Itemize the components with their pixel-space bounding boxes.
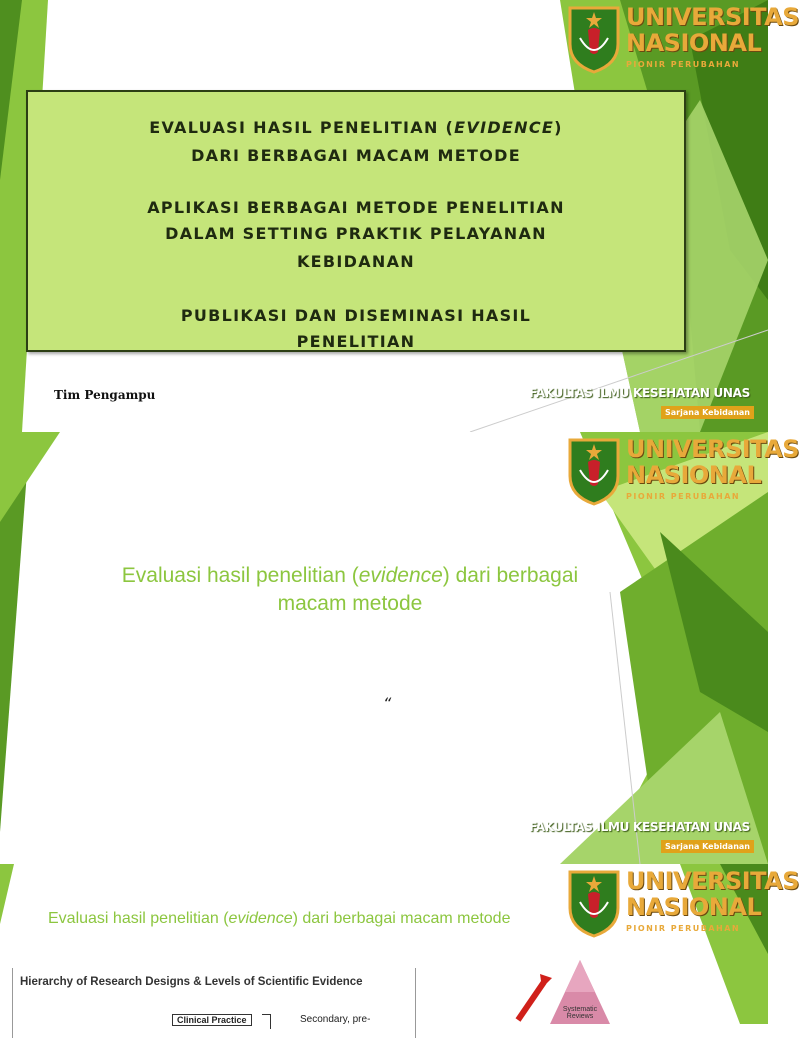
figure-clinical-practice-box: Clinical Practice: [172, 1014, 252, 1026]
slide-title: [100, 562, 600, 618]
title-line-5: KEBIDANAN: [296, 252, 415, 271]
title-italic: evidence: [228, 910, 293, 927]
logo-nasional-text: NASIONAL: [626, 461, 762, 489]
university-logo: [566, 3, 799, 74]
pyramid-label: Systematic Reviews: [562, 1006, 598, 1020]
slide-3: [0, 864, 799, 1025]
title-line-1: [28, 118, 684, 137]
logo-tagline: PIONIR PERUBAHAN: [626, 60, 741, 69]
red-arrow-icon: [518, 982, 544, 1020]
title-text: macam metode: [277, 592, 423, 615]
title-text: ): [554, 118, 563, 137]
university-logo: [566, 867, 799, 938]
title-text: ) dari berbagai: [442, 564, 579, 587]
figure-secondary-label: Secondary, pre-: [300, 1014, 371, 1025]
title-text: Evaluasi hasil penelitian (: [121, 564, 359, 587]
slide-2: [0, 432, 799, 864]
title-italic: EVIDENCE: [454, 118, 555, 137]
logo-nasional-text: NASIONAL: [626, 893, 762, 921]
title-line-6: PUBLIKASI DAN DISEMINASI HASIL: [180, 306, 532, 325]
footer-program-badge: Sarjana Kebidanan: [661, 406, 754, 419]
figure-title: Hierarchy of Research Designs & Levels of Scientific Evidence: [20, 976, 363, 988]
footer-program-badge: Sarjana Kebidanan: [661, 840, 754, 853]
footer-faculty: FAKULTAS ILMU KESEHATAN UNAS: [529, 386, 750, 400]
title-italic: evidence: [358, 564, 443, 587]
quote-mark: “: [383, 694, 392, 713]
arrow-head-icon: [540, 974, 552, 988]
title-box: [26, 90, 686, 352]
shield-icon: [566, 4, 622, 74]
title-line-4: DALAM SETTING PRAKTIK PELAYANAN: [165, 224, 547, 243]
footer-faculty: FAKULTAS ILMU KESEHATAN UNAS: [529, 820, 750, 834]
logo-university-text: UNIVERSITAS: [626, 867, 799, 895]
shield-icon: [566, 868, 622, 938]
shield-icon: [566, 436, 622, 506]
title-line-3: APLIKASI BERBAGAI METODE PENELITIAN: [147, 198, 565, 217]
title-line-7: PENELITIAN: [296, 332, 416, 351]
title-text: Evaluasi hasil penelitian (: [48, 910, 229, 927]
author-text: Tim Pengampu: [54, 388, 156, 402]
logo-nasional-text: NASIONAL: [626, 29, 762, 57]
title-text: EVALUASI HASIL PENELITIAN (: [149, 118, 455, 137]
logo-university-text: UNIVERSITAS: [626, 3, 799, 31]
logo-tagline: PIONIR PERUBAHAN: [626, 924, 741, 933]
slide-1: [0, 0, 799, 432]
figure-bracket: [262, 1014, 271, 1029]
slide-title: [48, 910, 510, 928]
title-line-2: DARI BERBAGAI MACAM METODE: [191, 146, 521, 165]
logo-tagline: PIONIR PERUBAHAN: [626, 492, 741, 501]
title-text: ) dari berbagai macam metode: [292, 910, 511, 927]
logo-university-text: UNIVERSITAS: [626, 435, 799, 463]
university-logo: [566, 435, 799, 506]
